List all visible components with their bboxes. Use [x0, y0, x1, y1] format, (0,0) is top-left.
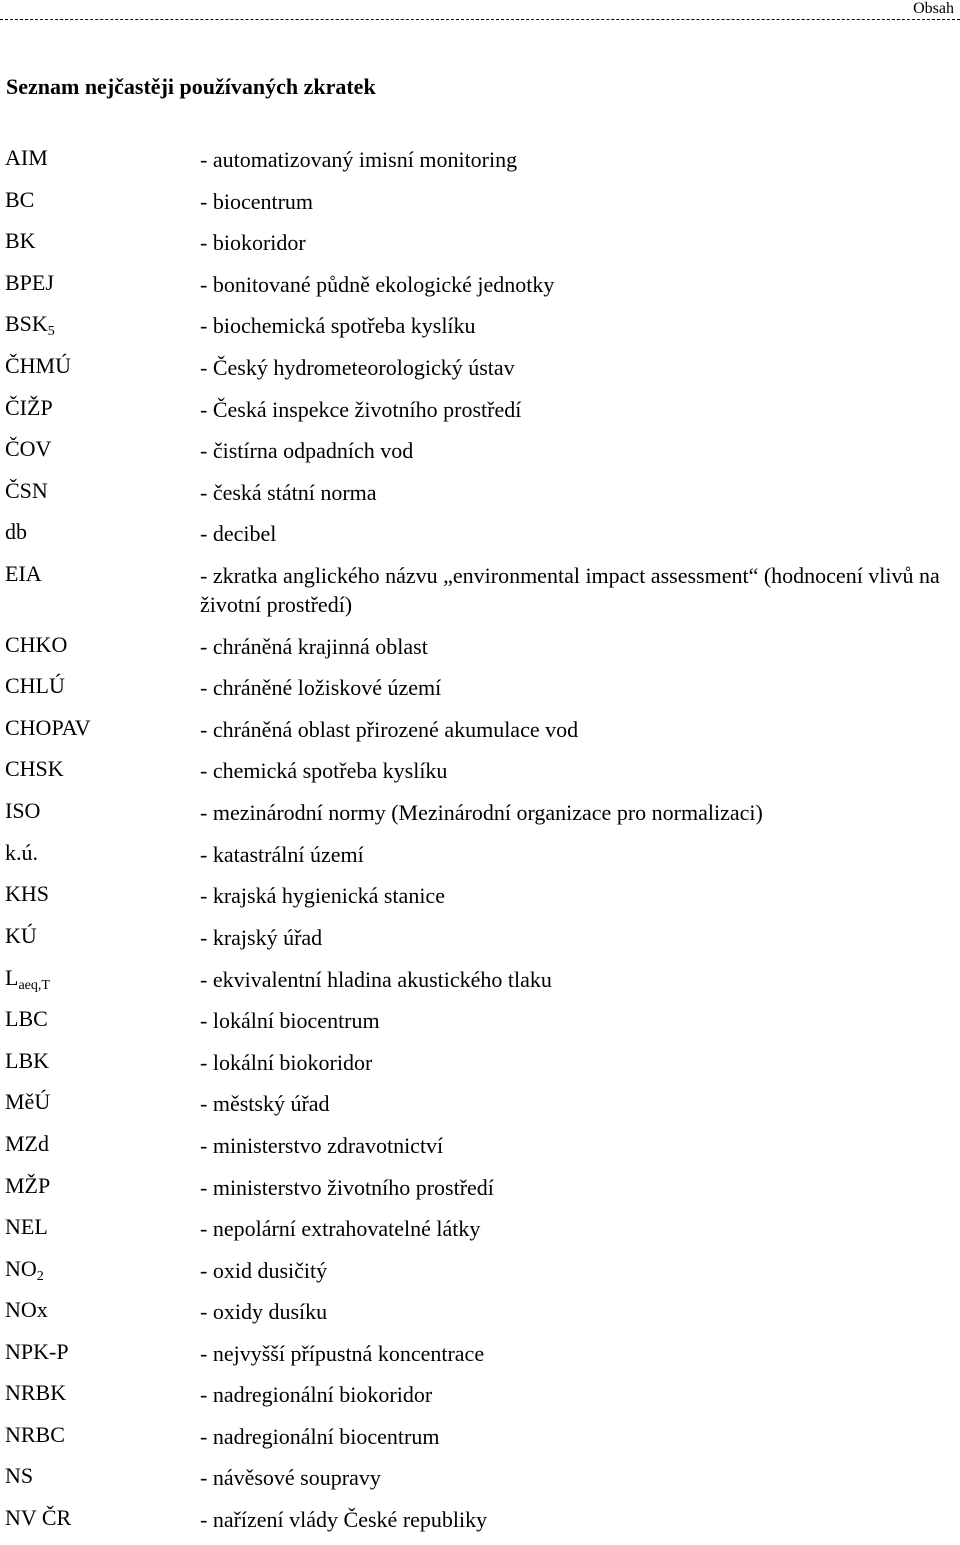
- abbreviation-meaning: - biocentrum: [200, 189, 314, 214]
- abbreviation: [5, 1463, 33, 1497]
- abbreviation: [5, 1256, 44, 1290]
- abbreviation: [5, 187, 34, 221]
- abbreviation: [5, 1339, 69, 1373]
- abbreviation-text: NOx: [5, 1297, 48, 1322]
- abbreviation-text: BK: [5, 228, 36, 253]
- abbreviation-row: [0, 228, 960, 268]
- abbreviation-meaning: - chemická spotřeba kyslíku: [200, 758, 448, 783]
- abbreviation-meaning: - česká státní norma: [200, 480, 377, 505]
- abbreviation: [5, 798, 40, 832]
- abbreviation-row: [0, 1131, 960, 1171]
- abbreviation-text: db: [5, 519, 27, 544]
- abbreviation-row: [0, 923, 960, 963]
- abbreviation-meaning: - decibel: [200, 521, 277, 546]
- abbreviation-row: [0, 1339, 960, 1379]
- abbreviation-meaning: - nadregionální biokoridor: [200, 1382, 433, 1407]
- abbreviation-row: [0, 270, 960, 310]
- abbreviation-subscript: 5: [47, 324, 55, 339]
- abbreviation: [5, 923, 37, 957]
- abbreviation-meaning: - ministerstvo zdravotnictví: [200, 1133, 444, 1158]
- abbreviation-row: [0, 840, 960, 880]
- abbreviation-subscript: 2: [36, 1269, 44, 1284]
- abbreviation-text: ISO: [5, 798, 41, 823]
- abbreviation-text: LBK: [5, 1048, 49, 1073]
- page-title: Seznam nejčastěji používaných zkratek: [6, 74, 376, 99]
- abbreviation-row: [0, 1214, 960, 1254]
- abbreviation: [5, 1006, 48, 1040]
- abbreviation-row: [0, 353, 960, 393]
- abbreviation-meaning: - ministerstvo životního prostředí: [200, 1175, 494, 1200]
- abbreviation-row: [0, 965, 960, 1005]
- abbreviation-text: ČOV: [5, 436, 52, 461]
- abbreviation-row: [0, 478, 960, 518]
- abbreviation-row: [0, 187, 960, 227]
- abbreviation-meaning: - chráněné ložiskové území: [200, 675, 442, 700]
- abbreviation-row: [0, 145, 960, 185]
- abbreviation-meaning: - oxid dusičitý: [200, 1258, 328, 1283]
- abbreviation-text: AIM: [5, 145, 48, 170]
- abbreviation-row: [0, 436, 960, 476]
- abbreviation: [5, 1131, 49, 1165]
- abbreviation-meaning: - návěsové soupravy: [200, 1465, 381, 1490]
- abbreviation-meaning: - Česká inspekce životního prostředí: [200, 397, 522, 422]
- abbreviation-row: [0, 1380, 960, 1420]
- abbreviation: [5, 1422, 65, 1456]
- abbreviation-meaning: - městský úřad: [200, 1091, 330, 1116]
- abbreviation-meaning: - bonitované půdně ekologické jednotky: [200, 272, 555, 297]
- abbreviation: [5, 965, 50, 999]
- abbreviation: [5, 1214, 48, 1248]
- abbreviation-text: ČSN: [5, 478, 48, 503]
- abbreviation: [5, 1089, 50, 1123]
- abbreviation-subscript: aeq,T: [18, 978, 50, 993]
- abbreviation-text: BSK: [5, 311, 48, 336]
- abbreviation: [5, 353, 71, 387]
- abbreviation-meaning: - zkratka anglického názvu „environmental impact assessment“ (hodnocení vlivů na životní prostředí): [200, 563, 940, 617]
- abbreviation: [5, 756, 64, 790]
- abbreviation-row: [0, 756, 960, 796]
- abbreviation-meaning: - lokální biocentrum: [200, 1008, 380, 1033]
- abbreviation-text: NV ČR: [5, 1505, 72, 1530]
- abbreviation-meaning: - nadregionální biocentrum: [200, 1424, 440, 1449]
- abbreviation-row: [0, 561, 960, 617]
- abbreviation-meaning: - nařízení vlády České republiky: [200, 1507, 488, 1532]
- abbreviation: [5, 519, 27, 553]
- header-divider: [0, 19, 960, 20]
- abbreviation-text: CHSK: [5, 756, 64, 781]
- abbreviation-text: CHLÚ: [5, 673, 65, 698]
- abbreviation-text: NEL: [5, 1214, 48, 1239]
- abbreviation-text: NRBC: [5, 1422, 65, 1447]
- abbreviation: [5, 715, 91, 749]
- abbreviation-row: [0, 519, 960, 559]
- abbreviation-text: CHKO: [5, 632, 68, 657]
- abbreviation-text: CHOPAV: [5, 715, 91, 740]
- abbreviation-meaning: - krajská hygienická stanice: [200, 883, 445, 908]
- abbreviation: [5, 840, 38, 874]
- abbreviation: [5, 228, 36, 262]
- abbreviation-text: k.ú.: [5, 840, 38, 865]
- abbreviation: [5, 1297, 48, 1331]
- abbreviation: [5, 436, 51, 470]
- abbreviation-meaning: - Český hydrometeorologický ústav: [200, 355, 515, 380]
- abbreviation-text: KÚ: [5, 923, 37, 948]
- abbreviation-text: EIA: [5, 561, 42, 586]
- abbreviation-meaning: - chráněná krajinná oblast: [200, 634, 428, 659]
- abbreviation-meaning: - nejvyšší přípustná koncentrace: [200, 1341, 485, 1366]
- abbreviation: [5, 1505, 71, 1539]
- abbreviation-row: [0, 1463, 960, 1503]
- abbreviation-text: KHS: [5, 881, 50, 906]
- abbreviation-row: [0, 673, 960, 713]
- abbreviation-text: MŽP: [5, 1173, 51, 1198]
- abbreviation-row: [0, 1297, 960, 1337]
- abbreviation: [5, 1173, 50, 1207]
- abbreviation-text: ČHMÚ: [5, 353, 72, 378]
- abbreviation-meaning: - krajský úřad: [200, 925, 323, 950]
- abbreviation-row: [0, 1048, 960, 1088]
- abbreviation: [5, 270, 54, 304]
- abbreviation-row: [0, 1173, 960, 1213]
- abbreviation: [5, 395, 53, 429]
- abbreviation-text: MěÚ: [5, 1089, 51, 1114]
- abbreviation-row: [0, 1422, 960, 1462]
- abbreviation-text: BC: [5, 187, 35, 212]
- abbreviation-text: NS: [5, 1463, 34, 1488]
- abbreviation-meaning: - čistírna odpadních vod: [200, 438, 414, 463]
- abbreviation-text: NRBK: [5, 1380, 67, 1405]
- abbreviation-meaning: - ekvivalentní hladina akustického tlaku: [200, 967, 552, 992]
- abbreviation-row: [0, 798, 960, 838]
- abbreviation-row: [0, 311, 960, 351]
- abbreviation-text: ČIŽP: [5, 395, 53, 420]
- abbreviation-meaning: - biokoridor: [200, 230, 306, 255]
- abbreviation-meaning: - biochemická spotřeba kyslíku: [200, 313, 476, 338]
- abbreviation: [5, 145, 48, 179]
- abbreviation-meaning: - automatizovaný imisní monitoring: [200, 147, 518, 172]
- contents-link[interactable]: Obsah: [913, 0, 954, 17]
- abbreviation-meaning: - katastrální území: [200, 842, 364, 867]
- abbreviation-row: [0, 1089, 960, 1129]
- abbreviation-meaning: - oxidy dusíku: [200, 1299, 328, 1324]
- abbreviation: [5, 1380, 66, 1414]
- abbreviation-row: [0, 1256, 960, 1296]
- abbreviation-text: MZd: [5, 1131, 49, 1156]
- abbreviation-row: [0, 1505, 960, 1545]
- abbreviation-meaning: - mezinárodní normy (Mezinárodní organizace pro normalizaci): [200, 800, 763, 825]
- abbreviation: [5, 1048, 49, 1082]
- abbreviation-text: NPK-P: [5, 1339, 69, 1364]
- abbreviation-row: [0, 632, 960, 672]
- abbreviation-text: BPEJ: [5, 270, 54, 295]
- abbreviation: [5, 311, 55, 345]
- abbreviation-text: L: [5, 965, 19, 990]
- abbreviation-meaning: - lokální biokoridor: [200, 1050, 373, 1075]
- abbreviation-meaning: - nepolární extrahovatelné látky: [200, 1216, 481, 1241]
- abbreviation-text: LBC: [5, 1006, 48, 1031]
- abbreviation-row: [0, 881, 960, 921]
- abbreviation: [5, 478, 48, 512]
- abbreviation-row: [0, 715, 960, 755]
- abbreviation-meaning: - chráněná oblast přirozené akumulace vod: [200, 717, 579, 742]
- abbreviation: [5, 632, 67, 666]
- abbreviation: [5, 561, 42, 595]
- abbreviation: [5, 673, 65, 707]
- abbreviation-row: [0, 1006, 960, 1046]
- abbreviation: [5, 881, 49, 915]
- abbreviation-text: NO: [5, 1256, 37, 1281]
- abbreviation-row: [0, 395, 960, 435]
